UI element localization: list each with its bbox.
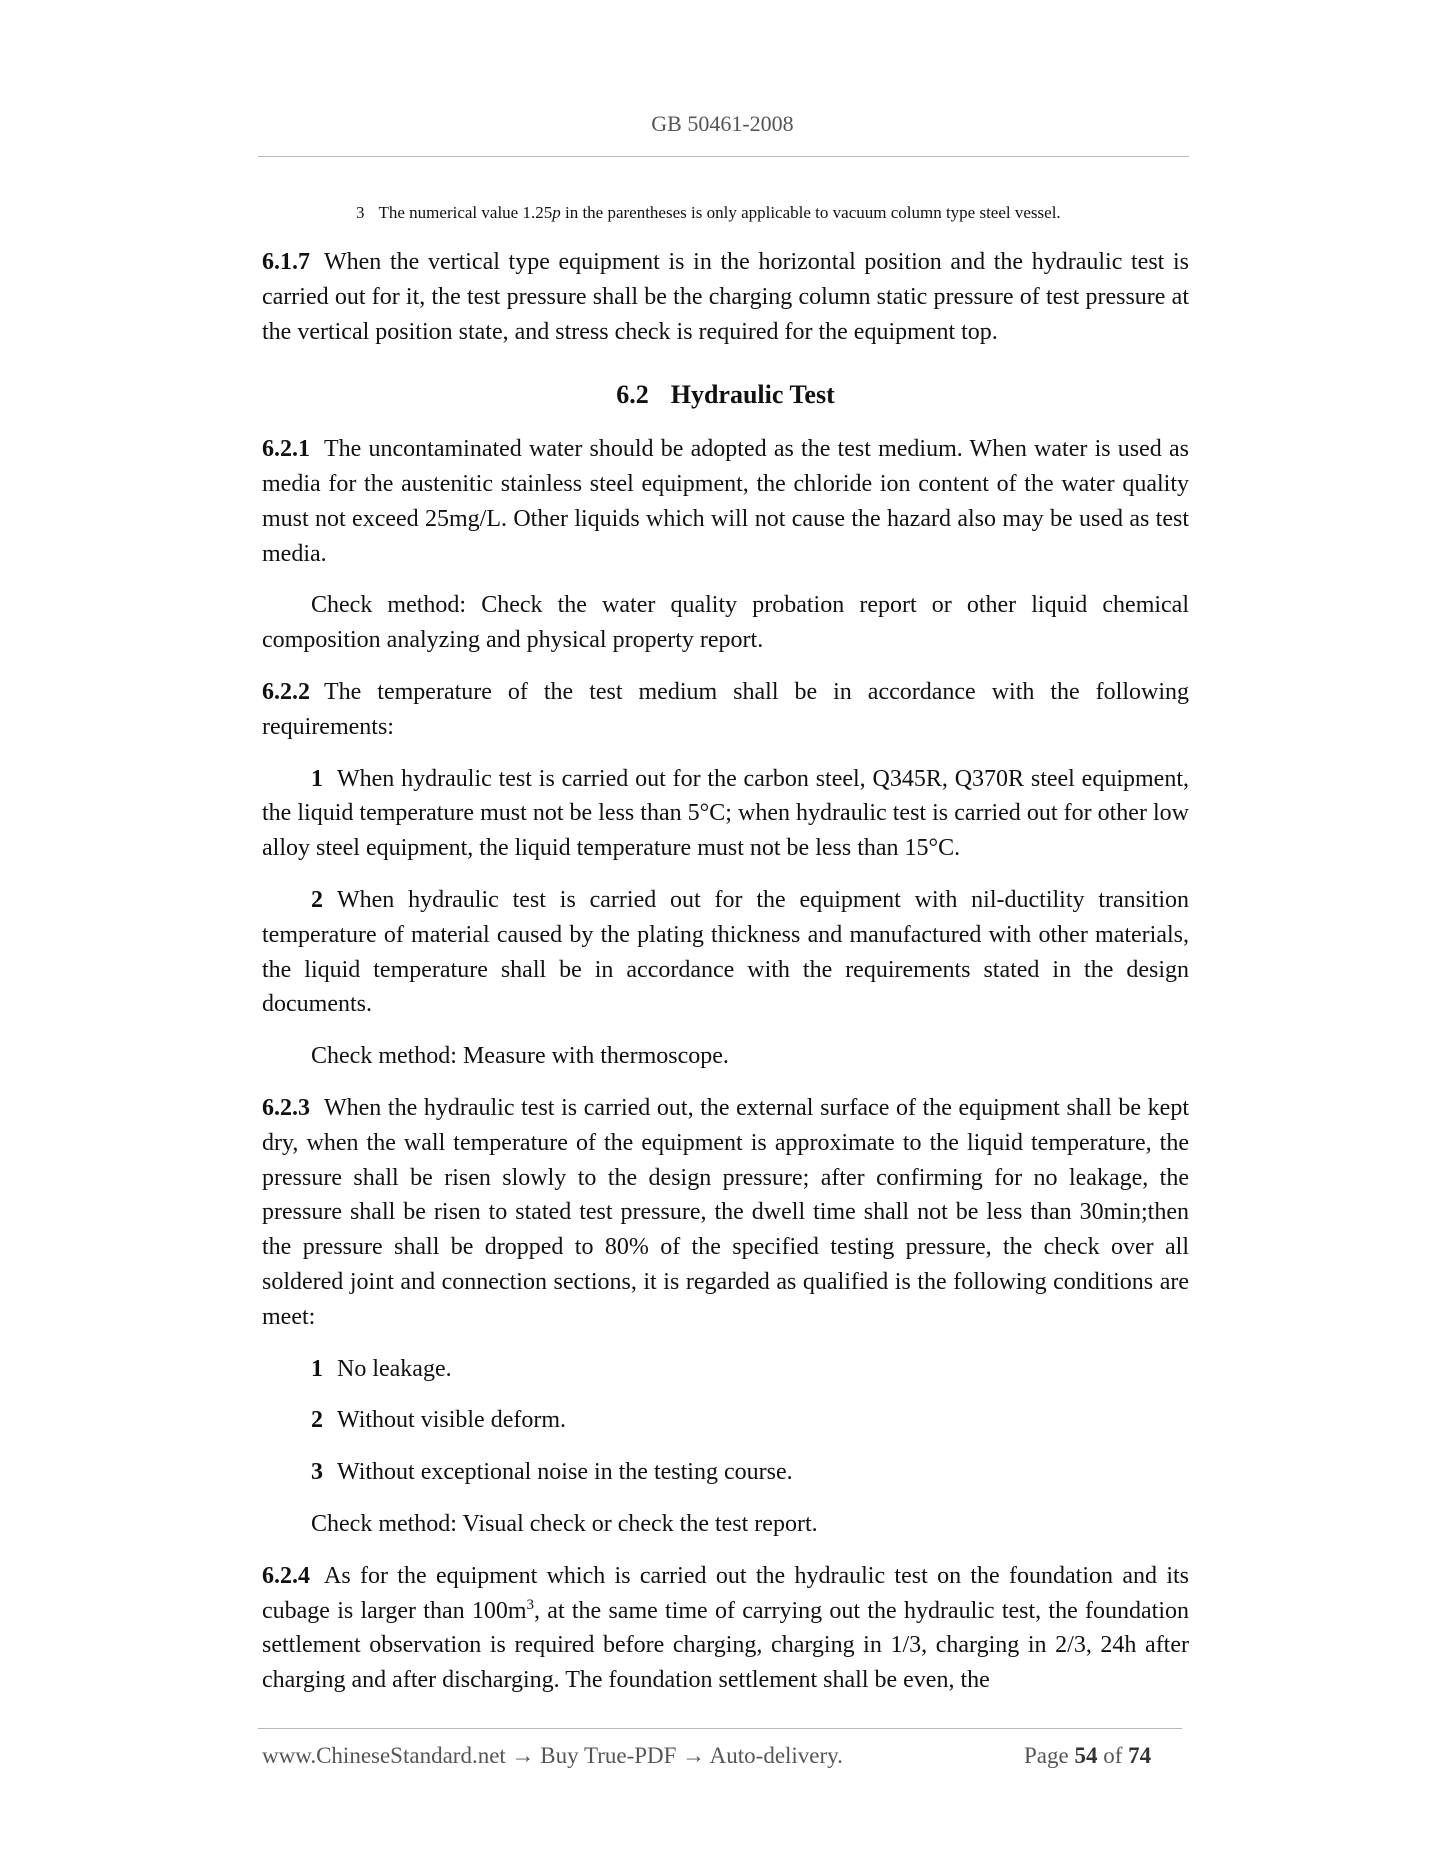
clause-number: 6.2.2: [262, 678, 310, 705]
header-divider: [258, 156, 1189, 157]
current-page-number: 54: [1074, 1743, 1098, 1768]
superscript-3: 3: [526, 1596, 535, 1613]
clause-number: 6.2.3: [262, 1094, 310, 1121]
total-pages-number: 74: [1128, 1743, 1152, 1768]
clause-number: 6.2.1: [262, 436, 310, 463]
clause-6-2-2: [262, 675, 1189, 745]
note-variable: p: [552, 203, 561, 222]
clause-text-after: , at the same time of carrying out the hydraulic test, the foundation settlement observation is required before charging, charging in 1/3, charging in 2/3, 24h after charging and after discharging. The foundation settlement shall be even, the: [262, 1597, 1189, 1694]
item-text: No leakage.: [337, 1355, 452, 1382]
item-text: Without exceptional noise in the testing course.: [337, 1459, 793, 1486]
list-item: [262, 762, 1189, 866]
page-label: Page: [1024, 1743, 1069, 1768]
check-method: Check method: Visual check or check the test report.: [311, 1510, 818, 1537]
item-text: When hydraulic test is carried out for the equipment with nil-ductility transition temperature of material caused by the plating thickness and manufactured with other materials, the liquid temperature shall be in accordance with the requirements stated in the design documents.: [262, 886, 1189, 1018]
clause-6-2-4: [262, 1559, 1189, 1698]
clause-number: 6.2.4: [262, 1562, 310, 1589]
list-item: [262, 1455, 1189, 1490]
clause-6-2-1: [262, 432, 1189, 571]
document-header-title: GB 50461-2008: [651, 111, 794, 136]
clause-text: The uncontaminated water should be adopted as the test medium. When water is used as media for the austenitic stainless steel equipment, the chloride ion content of the water quality must not exceed 25mg/L. Other liquids which will not cause the hazard also may be used as test media.: [262, 436, 1189, 567]
note-text-after: in the parentheses is only applicable to vacuum column type steel vessel.: [560, 203, 1061, 222]
item-number: 1: [311, 1355, 323, 1382]
note-text-before: The numerical value 1.25: [378, 203, 553, 222]
clause-6-2-3: [262, 1091, 1189, 1335]
item-text: Without visible deform.: [337, 1407, 566, 1434]
note-number: 3: [356, 203, 365, 222]
document-body: [262, 200, 1189, 1715]
check-method: Check method: Check the water quality probation report or other liquid chemical composition analyzing and physical property report.: [262, 592, 1189, 654]
item-number: 2: [311, 1407, 323, 1434]
section-heading: [262, 378, 1189, 413]
footer-link[interactable]: www.ChineseStandard.net → Buy True-PDF → Auto-delivery.: [262, 1743, 843, 1768]
list-item: [262, 1403, 1189, 1438]
clause-text: When the vertical type equipment is in the horizontal position and the hydraulic test is carried out for it, the test pressure shall be the charging column static pressure of test pressure at the vertical position state, and stress check is required for the equipment top.: [262, 249, 1189, 345]
section-title: Hydraulic Test: [670, 380, 835, 410]
clause-number: 6.1.7: [262, 249, 310, 275]
of-label: of: [1103, 1743, 1123, 1768]
list-item: [262, 883, 1189, 1022]
footer-divider: [258, 1728, 1182, 1729]
item-number: 1: [311, 765, 323, 792]
section-number: 6.2: [616, 380, 649, 410]
check-method: Check method: Measure with thermoscope.: [311, 1043, 729, 1070]
page-indicator: [1024, 1743, 1151, 1769]
clause-6-1-7: [262, 245, 1189, 349]
clause-text: The temperature of the test medium shall be in accordance with the following requirements:: [262, 678, 1189, 740]
item-number: 3: [311, 1459, 323, 1486]
clause-text-before: As for the equipment which is carried out the hydraulic test on the foundation and its cubage is larger than 100m: [262, 1562, 1189, 1624]
table-note: [262, 200, 1189, 226]
item-number: 2: [311, 886, 323, 913]
item-text: When hydraulic test is carried out for the carbon steel, Q345R, Q370R steel equipment, the liquid temperature must not be less than 5°C; when hydraulic test is carried out for other low alloy steel equipment, the liquid temperature must not be less than 15°C.: [262, 765, 1189, 862]
clause-text: When the hydraulic test is carried out, the external surface of the equipment shall be kept dry, when the wall temperature of the equipment is approximate to the liquid temperature, the pressure shall be risen slowly to the design pressure; after confirming for no leakage, the pressure shall be risen to stated test pressure, the dwell time shall not be less than 30min;then the pressure shall be dropped to 80% of the specified testing pressure, the check over all soldered joint and connection sections, it is regarded as qualified is the following conditions are meet:: [262, 1094, 1189, 1330]
list-item: [262, 1352, 1189, 1387]
